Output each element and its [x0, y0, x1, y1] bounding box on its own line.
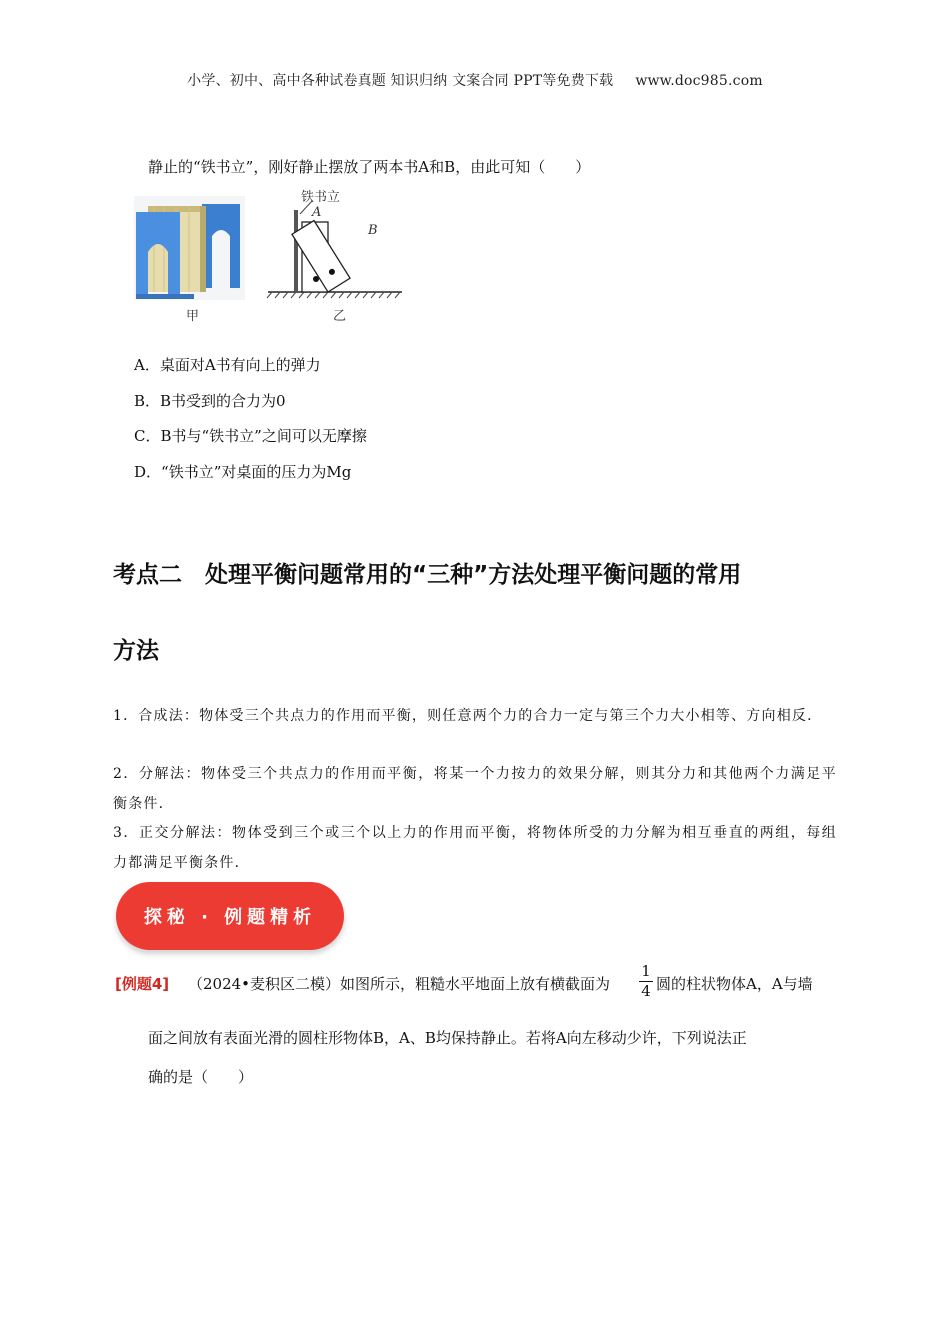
badge-label: 探秘 · 例题精析	[143, 907, 317, 928]
page-header	[0, 70, 950, 90]
diagram-label-a: A	[312, 205, 322, 220]
fraction-numerator: 1	[641, 962, 651, 980]
option-d: D．“铁书立”对桌面的压力为Mg	[134, 463, 352, 481]
header-site: www.doc985.com	[635, 73, 763, 89]
diagram-label-b: B	[368, 223, 378, 238]
diagram-caption: 乙	[333, 309, 347, 324]
method-2: 2．分解法：物体受三个共点力的作用而平衡，将某一个力按力的效果分解，则其分力和其他两个力满足平衡条件．	[113, 766, 837, 812]
example-text-line2: 面之间放有表面光滑的圆柱形物体B，A、B均保持静止。若将A向左移动少许，下列说法正	[148, 1029, 747, 1047]
option-c: C．B书与“铁书立”之间可以无摩擦	[134, 427, 367, 445]
section-title-line1: 考点二 处理平衡问题常用的“三种”方法处理平衡问题的常用	[113, 562, 742, 588]
example-text-line1b: 圆的柱状物体A，A与墙	[656, 975, 813, 993]
section-title-line2: 方法	[113, 638, 159, 664]
option-b: B．B书受到的合力为0	[134, 392, 286, 410]
example-label: [例题4]	[115, 975, 170, 993]
method-1: 1．合成法：物体受三个共点力的作用而平衡，则任意两个力的合力一定与第三个力大小相等、方向相反．	[113, 708, 823, 724]
header-text: 小学、初中、高中各种试卷真题 知识归纳 文案合同 PPT等免费下载	[187, 73, 614, 89]
example-text-line1a: （2024•麦积区二模）如图所示，粗糙水平地面上放有横截面为	[188, 975, 611, 993]
diagram-label-stand: 铁书立	[301, 190, 341, 205]
fraction-one-quarter	[639, 963, 653, 1000]
bookend-photo	[134, 196, 245, 300]
example-text-line3: 确的是（ ）	[148, 1068, 254, 1086]
question-stem: 静止的“铁书立”，刚好静止摆放了两本书A和B，由此可知（ ）	[148, 158, 591, 176]
method-3: 3．正交分解法：物体受到三个或三个以上力的作用而平衡，将物体所受的力分解为相互垂直的两组，每组力都满足平衡条件．	[113, 825, 837, 871]
option-a: A．桌面对A书有向上的弹力	[134, 356, 321, 374]
example-badge	[116, 882, 344, 950]
photo-caption: 甲	[186, 309, 200, 324]
fraction-denominator: 4	[641, 982, 651, 1000]
